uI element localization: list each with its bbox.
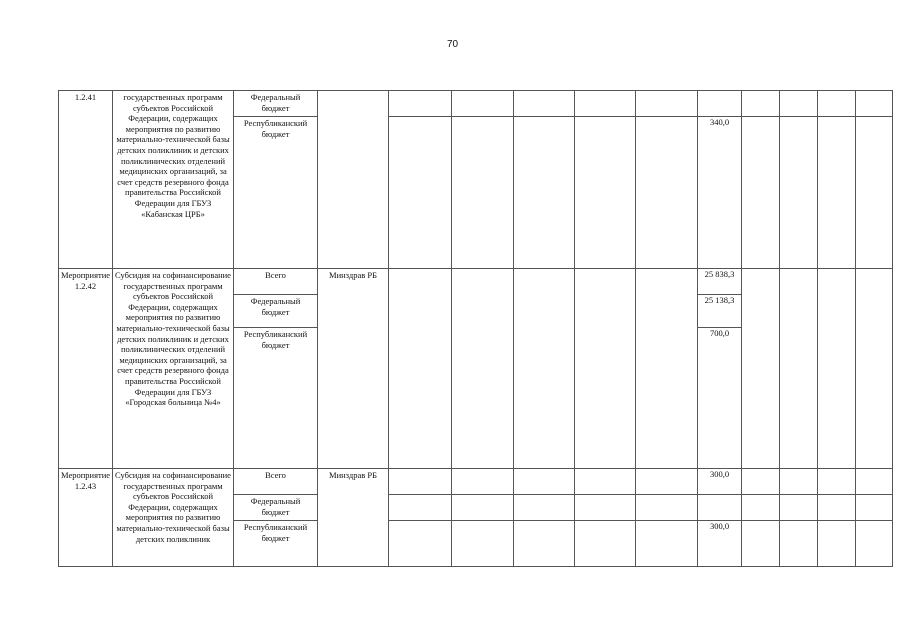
value-cell	[780, 117, 818, 269]
funding-source-cell: Республиканский бюджет	[234, 328, 318, 469]
value-cell	[575, 91, 636, 117]
activity-description-cell: Субсидия на софинансирование государственных программ субъектов Российской Федерации, содержащих мероприятия по развитию материально-технической базы детских поликлиник	[113, 469, 234, 567]
amount-cell	[698, 495, 742, 521]
funding-source-cell: Всего	[234, 269, 318, 295]
value-cell	[856, 521, 893, 567]
value-cell	[818, 117, 856, 269]
amount-cell: 25 838,3	[698, 269, 742, 295]
value-cell	[856, 469, 893, 495]
value-cell	[389, 521, 452, 567]
value-cell	[514, 495, 575, 521]
amount-cell: 340,0	[698, 117, 742, 269]
amount-cell: 700,0	[698, 328, 742, 469]
table-row	[59, 269, 893, 295]
value-cell	[514, 269, 575, 469]
activity-description-cell: Субсидия на софинансирование государственных программ субъектов Российской Федерации, содержащих мероприятия по развитию материально-технической базы детских поликлиник и детских поликлинических отделений медицинских организаций, за счет средств резервного фонда правительства Российской Федерации для ГБУЗ «Городская больница №4»	[113, 269, 234, 469]
value-cell	[636, 117, 698, 269]
value-cell	[452, 91, 514, 117]
table-row	[59, 469, 893, 495]
executor-cell: Минздрав РБ	[318, 469, 389, 567]
value-cell	[742, 521, 780, 567]
value-cell	[389, 269, 452, 469]
value-cell	[780, 469, 818, 495]
value-cell	[856, 117, 893, 269]
value-cell	[389, 117, 452, 269]
value-cell	[452, 469, 514, 495]
value-cell	[452, 269, 514, 469]
value-cell	[514, 469, 575, 495]
value-cell	[856, 495, 893, 521]
activity-id-cell: Мероприятие 1.2.42	[59, 269, 113, 469]
value-cell	[575, 521, 636, 567]
funding-source-cell: Федеральный бюджет	[234, 495, 318, 521]
value-cell	[742, 269, 780, 469]
funding-source-cell: Республиканский бюджет	[234, 117, 318, 269]
value-cell	[856, 91, 893, 117]
value-cell	[636, 495, 698, 521]
value-cell	[742, 117, 780, 269]
value-cell	[575, 469, 636, 495]
value-cell	[742, 91, 780, 117]
value-cell	[636, 521, 698, 567]
activity-description-cell: государственных программ субъектов Российской Федерации, содержащих мероприятия по развитию материально-технической базы детских поликлиник и детских поликлинических отделений медицинских организаций, за счет средств резервного фонда правительства Российской Федерации для ГБУЗ «Кабанская ЦРБ»	[113, 91, 234, 269]
table-row	[59, 91, 893, 117]
value-cell	[514, 91, 575, 117]
value-cell	[389, 495, 452, 521]
value-cell	[780, 91, 818, 117]
value-cell	[742, 469, 780, 495]
page-number: 70	[446, 39, 459, 50]
budget-table	[58, 90, 893, 567]
value-cell	[452, 117, 514, 269]
value-cell	[780, 495, 818, 521]
value-cell	[818, 521, 856, 567]
amount-cell	[698, 91, 742, 117]
value-cell	[818, 469, 856, 495]
amount-cell: 300,0	[698, 469, 742, 495]
activity-id-cell: Мероприятие 1.2.43	[59, 469, 113, 567]
value-cell	[742, 495, 780, 521]
value-cell	[780, 521, 818, 567]
funding-source-cell: Республиканский бюджет	[234, 521, 318, 567]
value-cell	[514, 117, 575, 269]
value-cell	[818, 269, 856, 469]
value-cell	[389, 91, 452, 117]
funding-source-cell: Федеральный бюджет	[234, 91, 318, 117]
value-cell	[575, 495, 636, 521]
value-cell	[452, 495, 514, 521]
value-cell	[818, 91, 856, 117]
value-cell	[856, 269, 893, 469]
value-cell	[514, 521, 575, 567]
value-cell	[636, 91, 698, 117]
value-cell	[452, 521, 514, 567]
value-cell	[636, 269, 698, 469]
value-cell	[780, 269, 818, 469]
value-cell	[575, 269, 636, 469]
value-cell	[636, 469, 698, 495]
value-cell	[389, 469, 452, 495]
executor-cell	[318, 91, 389, 269]
value-cell	[575, 117, 636, 269]
executor-cell: Минздрав РБ	[318, 269, 389, 469]
value-cell	[818, 495, 856, 521]
funding-source-cell: Всего	[234, 469, 318, 495]
activity-id-cell: 1.2.41	[59, 91, 113, 269]
amount-cell: 25 138,3	[698, 295, 742, 328]
funding-source-cell: Федеральный бюджет	[234, 295, 318, 328]
amount-cell: 300,0	[698, 521, 742, 567]
